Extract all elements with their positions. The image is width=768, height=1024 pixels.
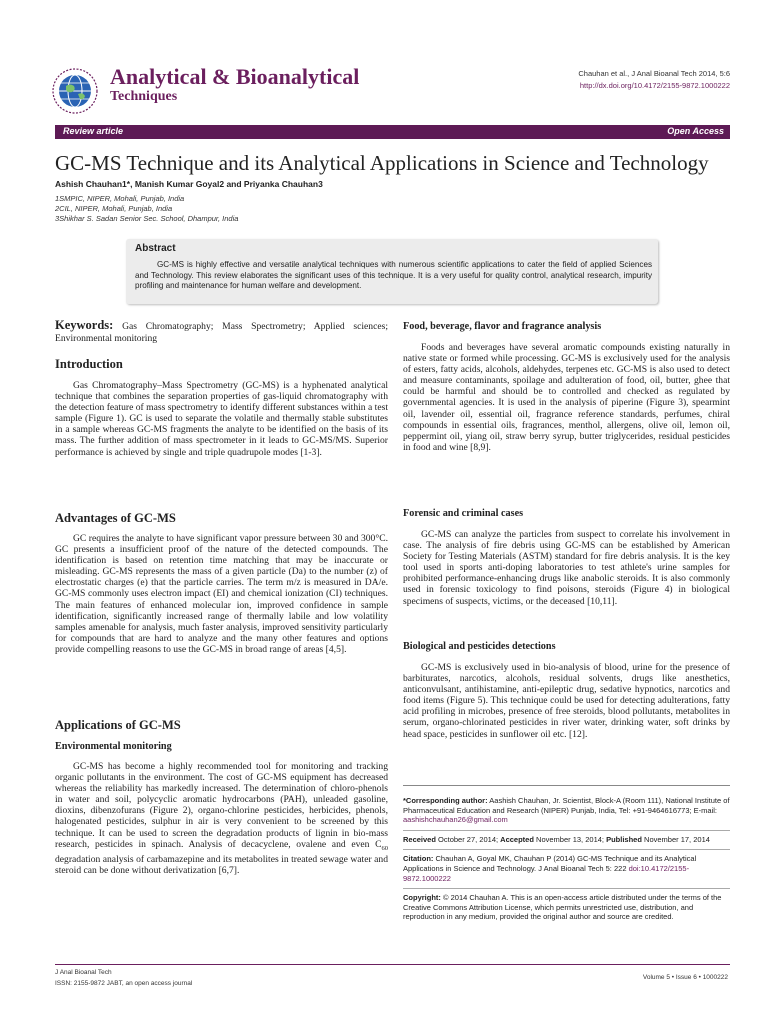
journal-subtitle: Techniques — [110, 89, 178, 104]
separator-line — [403, 785, 730, 786]
keywords-text: Gas Chromatography; Mass Spectrometry; Applied sciences; Environmental monitoring — [55, 321, 388, 344]
open-access-label: Open Access — [667, 126, 724, 136]
citation: Citation: Chauhan A, Goyal MK, Chauhan P (2014) GC-MS Technique and its Analytical Applications in Science and Technology. J Anal Bioanal Tech 5: 222 doi:10.4172/2155-9872.1000222 — [403, 854, 697, 883]
paper-title: GC-MS Technique and its Analytical Applications in Science and Technology — [55, 151, 709, 175]
abstract-box — [126, 239, 658, 304]
author-email-link[interactable]: aashishchauhan26@gmail.com — [403, 815, 508, 825]
section-heading-applications: Applications of GC-MS — [55, 718, 181, 732]
journal-name: Analytical & Bioanalytical — [110, 64, 360, 89]
article-type-bar — [55, 125, 730, 139]
affiliation-2: 2CIL, NIPER, Mohali, Punjab, India — [55, 204, 173, 213]
subsection-heading-food: Food, beverage, flavor and fragrance analysis — [403, 321, 602, 332]
abstract-text: GC-MS is highly effective and versatile analytical techniques with numerous scientific applications to cater the field of applied Sciences and Technology. This review elaborates the significant uses of this technique. It is a very useful for quality control, analytical research, impurity profiling and maintenance for human welfare and development. — [135, 260, 652, 291]
abstract-heading: Abstract — [135, 243, 176, 254]
food-paragraph: Foods and beverages have several aromatic compounds existing naturally in native state or formed while processing. GC-MS is exclusively used for the analysis of esters, fatty acids, alcohols, aldehydes, terpenes etc. GC-MS is also used to detect and measure contaminants, spoilage and adulteration of food, oil, butter, ghee that could be harmful and should be to controlled and checked as regulated by governmental agencies. It is used in the analysis of piperine (Figure 3), spearmint oil, lavender oil, essential oil, fragrance reference standards, perfumes, chiral compounds in essential oils, fragrances, menthol, allergens, olive oil, lemon oil, peppermint oil, yiang oil, straw berry syrup, butter triglycerides, residual pesticides in food and wine [8,9]. — [403, 342, 730, 453]
dates: Received October 27, 2014; Accepted November 13, 2014; Published November 17, 2014 — [403, 834, 710, 844]
subsection-heading-forensic: Forensic and criminal cases — [403, 508, 524, 519]
affiliation-3: 3Shikhar S. Sadan Senior Sec. School, Dhampur, India — [55, 214, 239, 223]
advantages-paragraph: GC requires the analyte to have significant vapor pressure between 30 and 300°C. GC presents a insufficient proof of the nature of the detected compounds. The identification is based on retention time matching that may be inaccurate or misleading. GC-MS represents the mass of a given particle (Da) to the number (z) of electrostatic charges (e) that the particle carries. The term m/z is measured in DA/e. GC-MS commonly uses electron impact (EI) and chemical ionization (CI) techniques. The main features of enhanced molecular ion, improved confidence in sample identification, significantly increased range of thermally labile and low volatility samples amenable for analysis, much faster analysis, improved sensitivity particularly for compounds that are hard to analyze and the many other features and options provide compelling reasons to use the GC-MS in broad range of areas [4,5]. — [55, 533, 388, 655]
citation-doi-link[interactable]: doi:10.4172/2155-9872.1000222 — [403, 863, 690, 883]
correspondence-block — [403, 796, 730, 922]
forensic-paragraph: GC-MS can analyze the particles from suspect to correlate his involvement in case. The analysis of fire debris using GC-MS can be established by American Society for Testing Materials (ASTM) standard for fire debris analysis. It is the key tool used in sports anti-doping laboratories to test athlete's urine samples for prohibited performance-enhancing drugs like anabolic steroids. It is also commonly used in forensic toxicology to find poisons, steroids (Figure 4) in biological specimens of suspects, victims, or the deceased [10,11]. — [403, 529, 730, 607]
corresponding-author: *Corresponding author: Aashish Chauhan, Jr. Scientist, Block-A (Room 111), National Institute of Pharmaceutical Education and Research (NIPER) Punjab, India, Tel: +91-9464616773; E-mail: aashishchauhan26@gmail.com — [403, 796, 730, 825]
keywords — [55, 320, 388, 344]
footer-rule — [55, 964, 730, 965]
article-type-label: Review article — [63, 126, 124, 136]
author-list: Ashish Chauhan1*, Manish Kumar Goyal2 and Priyanka Chauhan3 — [55, 179, 323, 189]
environmental-paragraph: GC-MS has become a highly recommended tool for monitoring and tracking organic pollutants in the environment. The cost of GC-MS equipment has decreased whereas the reliability has markedly increased. The determination of chloro-phenols in water and soil, polycyclic aromatic hydrocarbons (PAH), unleaded gasoline, dioxins, dibenzofurans (Figure 2), organo-chlorine pesticides, herbicides, phenols, halogenated pesticides, sulphur in air is very convenient to be screened by this technique. It can be used to screen the degradation products of lignin in bio-mass research, pesticides in spinach. Analysis of decacyclene, ovalene and even $C_{60}$ degradation analysis of carbamazepine and its metabolites in treated sewage water and steroid can be done without derivatization [6,7]. — [55, 761, 388, 876]
copyright: Copyright: © 2014 Chauhan A. This is an open-access article distributed under the terms of the Creative Commons Attribution License, which permits unrestricted use, distribution, and reproduction in any medium, provided the original author and source are credited. — [403, 893, 722, 922]
subsection-heading-biological: Biological and pesticides detections — [403, 641, 556, 652]
biological-paragraph: GC-MS is exclusively used in bio-analysis of blood, urine for the presence of barbiturates, narcotics, alcohols, residual solvents, drugs like anesthetics, anticonvulsant, antihistamine, anti-epileptic drug, sedative hypnotics, narcotics and food items (Figure 5). This technique could be used for detecting adulterations, fatty acid profiling in microbes, presence of free steroids, blood pollutants, metabolites in serum, organo-chlorinated pesticides in river water, drinking water, soft drinks by head space, pesticides in sunflower oil etc. [12]. — [403, 662, 730, 740]
header-doi-link[interactable]: http://dx.doi.org/10.4172/2155-9872.1000222 — [579, 81, 730, 90]
section-heading-introduction: Introduction — [55, 357, 123, 371]
section-heading-advantages: Advantages of GC-MS — [55, 511, 176, 525]
keywords-label: Keywords: — [55, 318, 114, 332]
affiliation-1: 1SMPIC, NIPER, Mohali, Punjab, India — [55, 194, 185, 203]
header-citation: Chauhan et al., J Anal Bioanal Tech 2014, 5:6 — [578, 69, 730, 78]
footer-volume: Volume 5 • Issue 6 • 1000222 — [642, 974, 728, 981]
footer-journal: J Anal Bioanal Tech — [55, 969, 112, 976]
footer-issn: ISSN: 2155-9872 JABT, an open access journal — [55, 980, 193, 987]
introduction-paragraph: Gas Chromatography–Mass Spectrometry (GC-MS) is a hyphenated analytical technique that combines the separation properties of gas-liquid chromatography with the detection feature of mass spectrometry to identify different substances within a test sample (Figure 1). GC is used to separate the volatile and thermally stable substitutes in a sample whereas GC-MS fragments the analyte to be identified on the basis of its mass. The further addition of mass spectrometer in it leads to GC-MS/MS. Superior performance is achieved by single and triple quadrupole modes [1-3]. — [55, 380, 388, 458]
journal-logo-globe-icon — [52, 68, 98, 114]
subsection-heading-environmental: Environmental monitoring — [55, 741, 172, 752]
